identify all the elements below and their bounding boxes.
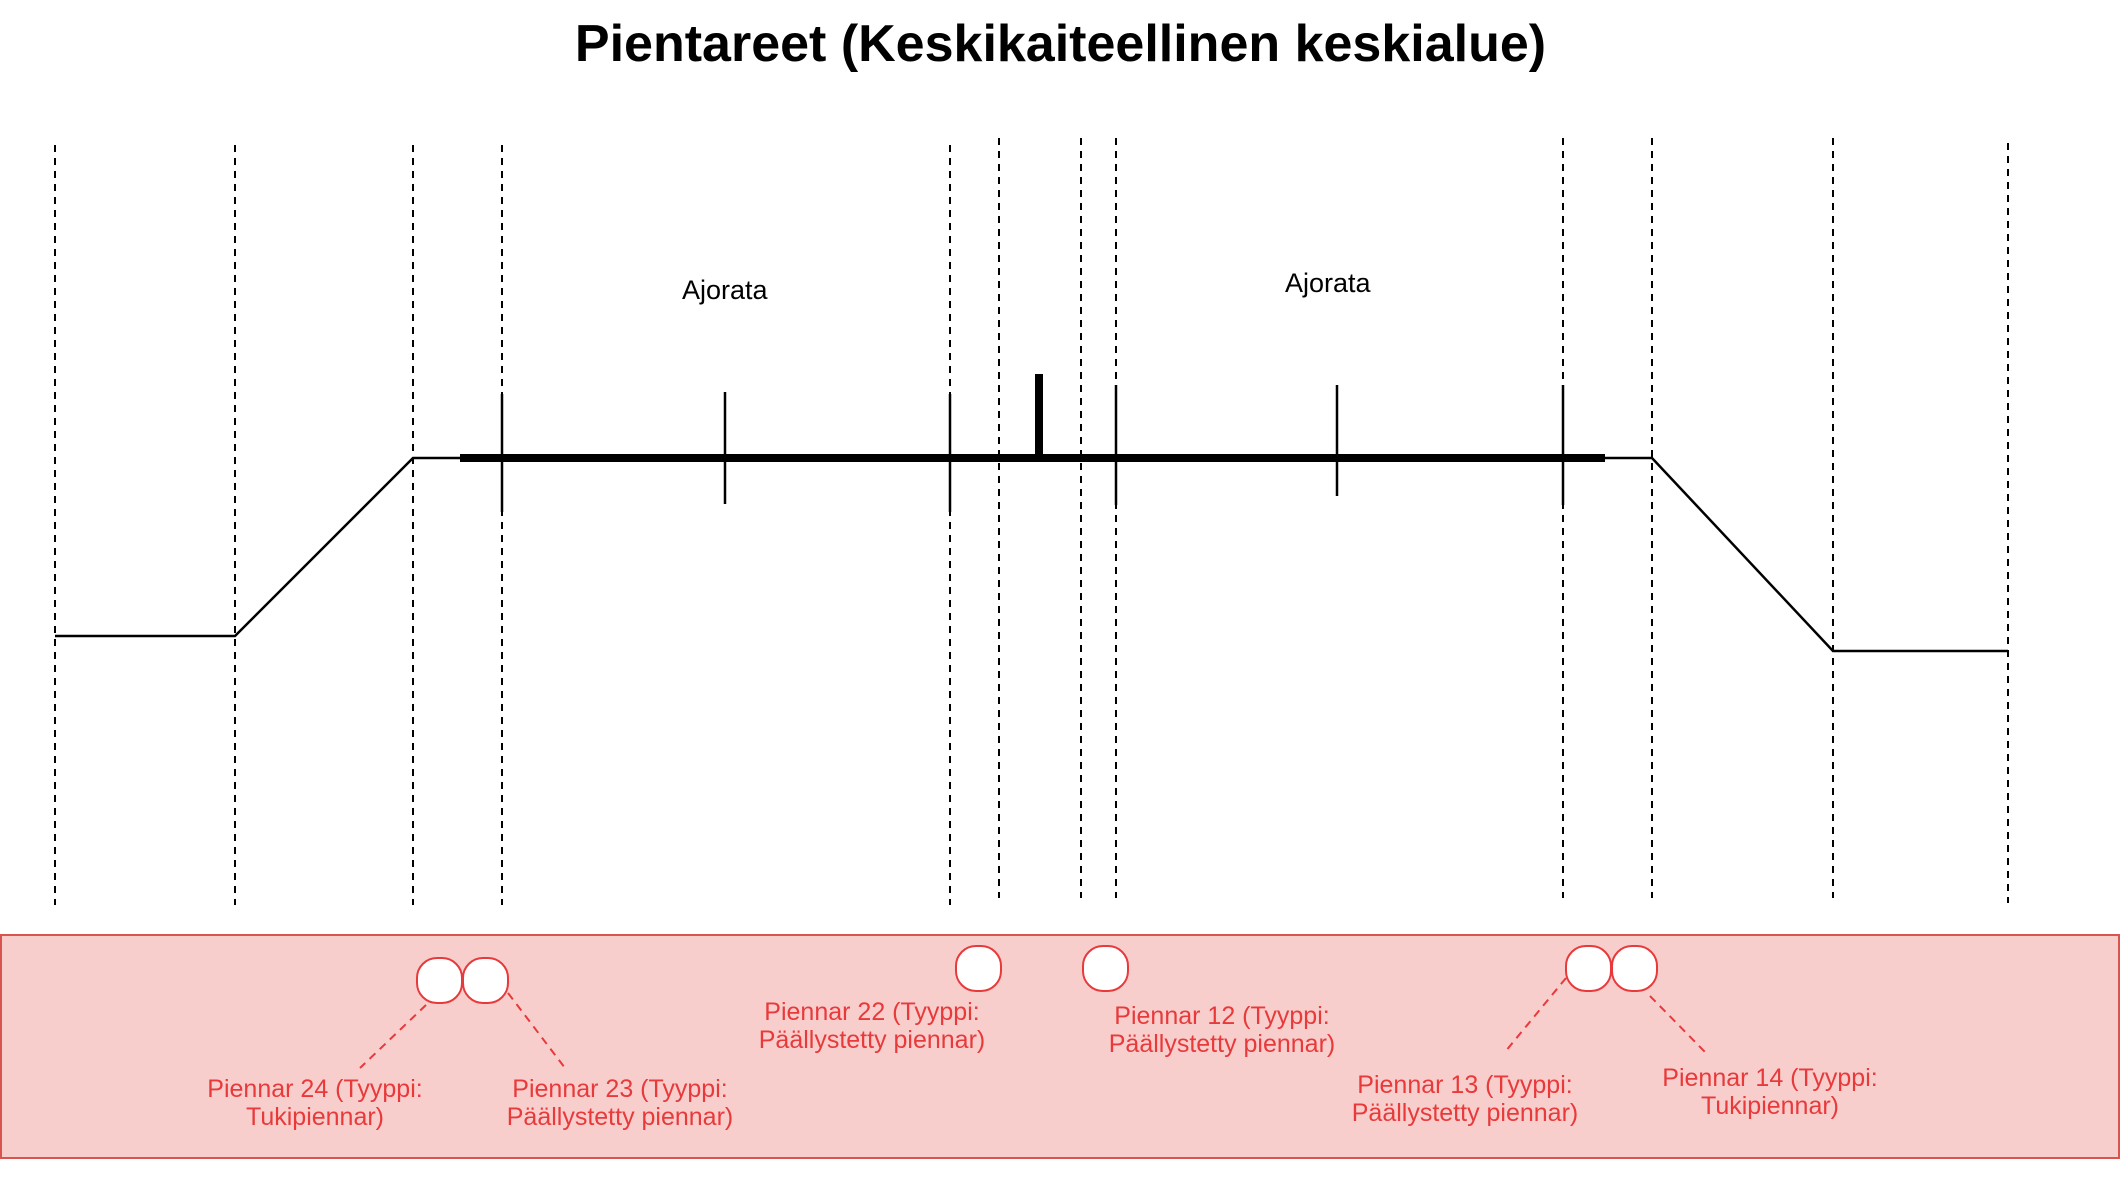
lane-label-right: Ajorata [1285, 268, 1371, 298]
callout-line-2: Päällystetty piennar) [506, 1103, 734, 1131]
callout-piennar-23 [480, 1075, 760, 1131]
callout-line-1: Piennar 13 (Tyyppi: [1357, 1071, 1573, 1099]
callout-line-2: Päällystetty piennar) [1108, 1030, 1336, 1058]
right-slope [1604, 458, 2008, 651]
callout-piennar-14 [1630, 1064, 1910, 1120]
callout-line-1: Piennar 14 (Tyyppi: [1662, 1064, 1878, 1092]
marker-piennar-13 [1566, 946, 1611, 991]
callout-line-1: Piennar 23 (Tyyppi: [512, 1075, 728, 1103]
callout-line-1: Piennar 22 (Tyyppi: [764, 998, 980, 1026]
callout-piennar-13 [1325, 1071, 1605, 1127]
marker-piennar-22 [956, 946, 1001, 991]
terrain-profile [55, 458, 2008, 651]
page-title: Pientareet (Keskikaiteellinen keskialue) [574, 15, 1547, 73]
callout-line-2: Tukipiennar) [245, 1103, 385, 1131]
callout-piennar-22 [732, 998, 1012, 1054]
callout-line-1: Piennar 12 (Tyyppi: [1114, 1002, 1330, 1030]
callout-line-1: Piennar 24 (Tyyppi: [207, 1075, 423, 1103]
callout-line-2: Tukipiennar) [1700, 1092, 1840, 1120]
marker-piennar-23 [463, 958, 508, 1003]
callout-piennar-12 [1082, 1002, 1362, 1058]
callout-piennar-24 [175, 1075, 455, 1131]
callout-line-2: Päällystetty piennar) [1351, 1099, 1579, 1127]
marker-piennar-14 [1612, 946, 1657, 991]
left-slope [55, 458, 462, 636]
marker-piennar-24 [417, 958, 462, 1003]
callout-line-2: Päällystetty piennar) [758, 1026, 986, 1054]
lane-label-left: Ajorata [682, 275, 768, 305]
marker-piennar-12 [1083, 946, 1128, 991]
lane-ticks [502, 385, 1563, 512]
